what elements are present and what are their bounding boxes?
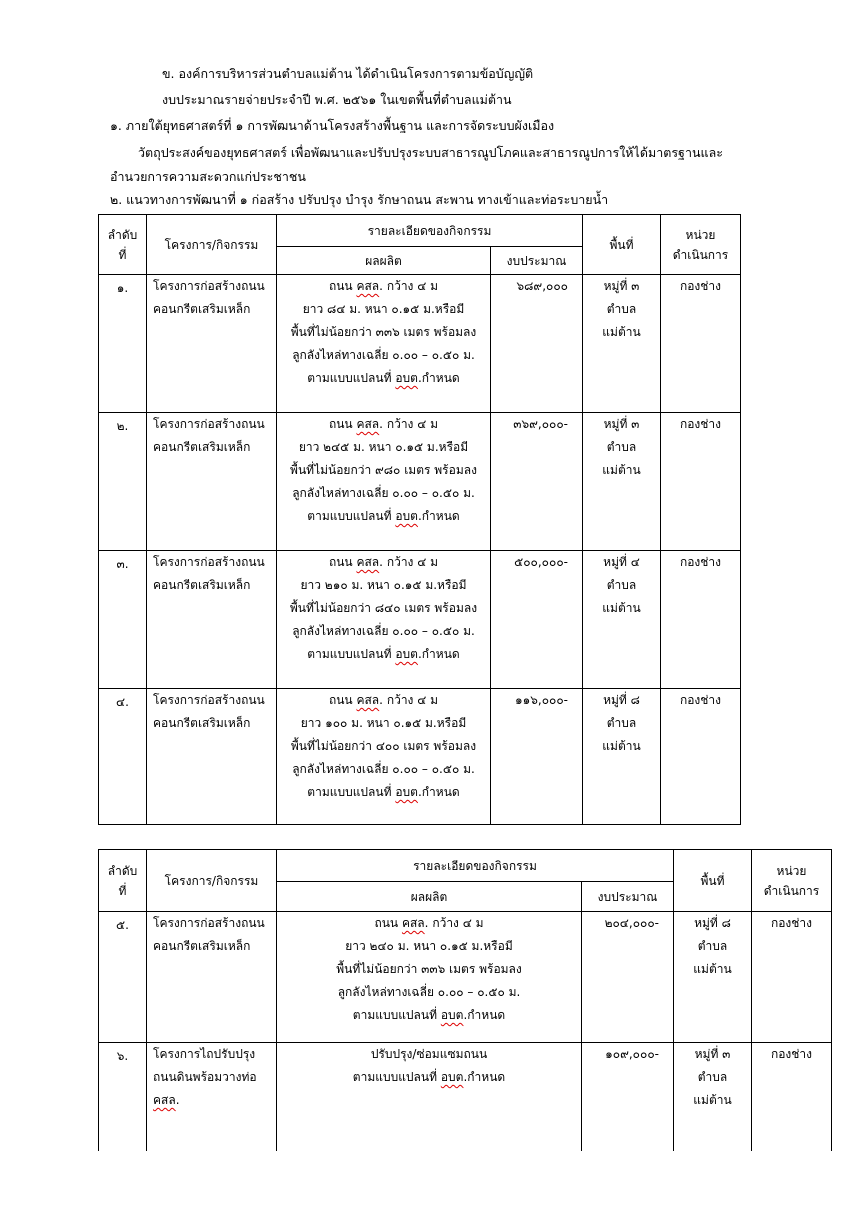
project-area-line: แม่ต้าน: [602, 601, 641, 615]
header-budget: งบประมาณ: [491, 247, 583, 275]
header-details: รายละเอียดของกิจกรรม: [277, 850, 674, 882]
responsible-unit-line: กองช่าง: [679, 417, 722, 431]
project-output-line: พื้นที่ไม่น้อยกว่า ๓๓๖ เมตร พร้อมลง: [336, 962, 522, 976]
project-budget: [491, 551, 583, 689]
project-output-line: ตามแบบแปลนที่ อบต.กำหนด: [307, 785, 460, 799]
project-name: [147, 413, 277, 551]
project-area-line: ตำบล: [606, 302, 637, 316]
project-output-line: พื้นที่ไม่น้อยกว่า ๓๓๖ เมตร พร้อมลง: [290, 325, 477, 339]
project-area-line: หมู่ที่ ๘: [694, 916, 731, 930]
project-budget: [491, 275, 583, 413]
development-guideline: ๒. แนวทางการพัฒนาที่ ๑ ก่อสร้าง ปรับปรุง บำรุง รักษาถนน สะพาน ทางเข้าและท่อระบายน้ำ: [110, 192, 609, 207]
project-name-line: โครงการก่อสร้างถนน: [153, 417, 265, 431]
project-name-line: โครงการก่อสร้างถนน: [153, 555, 265, 569]
row-number: [99, 275, 147, 413]
project-output: [277, 689, 491, 825]
row-number-line: ๒.: [116, 419, 129, 433]
responsible-unit: [752, 1043, 832, 1151]
project-budget-line: ๖๘๙,๐๐๐: [516, 279, 568, 293]
project-area: [583, 413, 661, 551]
project-name-line: โครงการไถปรับปรุง: [153, 1047, 256, 1061]
project-name: [147, 275, 277, 413]
project-output-line: ลูกลังไหล่ทางเฉลี่ย ๐.๐๐ – ๐.๕๐ ม.: [292, 348, 475, 362]
table-row: [99, 1043, 832, 1151]
project-name-line: คอนกรีตเสริมเหล็ก: [153, 578, 251, 592]
project-output-line: ลูกลังไหล่ทางเฉลี่ย ๐.๐๐ – ๐.๕๐ ม.: [292, 624, 475, 638]
table-row: [99, 275, 741, 413]
project-output-line: ลูกลังไหล่ทางเฉลี่ย ๐.๐๐ – ๐.๕๐ ม.: [292, 762, 475, 776]
project-output-line: ยาว ๑๐๐ ม. หนา ๐.๑๕ ม.หรือมี: [300, 716, 467, 730]
project-output-line: ปรับปรุง/ซ่อมแซมถนน: [370, 1047, 488, 1061]
responsible-unit: [752, 912, 832, 1043]
project-name-line: คอนกรีตเสริมเหล็ก: [153, 939, 251, 953]
project-output: [277, 912, 582, 1043]
responsible-unit-line: กองช่าง: [679, 555, 722, 569]
project-area-line: ตำบล: [697, 939, 728, 953]
project-output-line: พื้นที่ไม่น้อยกว่า ๙๘๐ เมตร พร้อมลง: [290, 463, 477, 477]
project-output-line: พื้นที่ไม่น้อยกว่า ๔๐๐ เมตร พร้อมลง: [290, 739, 477, 753]
project-output-line: ยาว ๒๔๕ ม. หนา ๐.๑๕ ม.หรือมี: [298, 440, 469, 454]
project-name-line: โครงการก่อสร้างถนน: [153, 279, 265, 293]
project-budget-line: ๑๑๖,๐๐๐-: [515, 693, 568, 707]
project-output-line: ตามแบบแปลนที่ อบต.กำหนด: [307, 371, 460, 385]
project-name: [147, 912, 277, 1043]
project-area-line: แม่ต้าน: [602, 325, 641, 339]
project-budget: [582, 912, 674, 1043]
responsible-unit-line: กองช่าง: [770, 1047, 813, 1061]
responsible-unit-line: กองช่าง: [770, 916, 813, 930]
row-number: [99, 689, 147, 825]
project-area-line: ตำบล: [697, 1070, 728, 1084]
project-output-line: ตามแบบแปลนที่ อบต.กำหนด: [307, 647, 460, 661]
project-area-line: ตำบล: [606, 578, 637, 592]
project-output-line: ลูกลังไหล่ทางเฉลี่ย ๐.๐๐ – ๐.๕๐ ม.: [292, 486, 475, 500]
project-output-line: ยาว ๘๔ ม. หนา ๐.๑๕ ม.หรือมี: [302, 302, 465, 316]
project-area-line: แม่ต้าน: [693, 962, 732, 976]
project-name-line: ถนนดินพร้อมวางท่อ: [153, 1070, 257, 1084]
project-budget-line: ๕๐๐,๐๐๐-: [514, 555, 568, 569]
project-name-line: คสล.: [153, 1093, 180, 1107]
responsible-unit-line: กองช่าง: [679, 693, 722, 707]
project-name: [147, 551, 277, 689]
intro-line-2: งบประมาณรายจ่ายประจำปี พ.ศ. ๒๕๖๑ ในเขตพื้นที่ตำบลแม่ต้าน: [162, 92, 512, 107]
project-output-line: ยาว ๒๑๐ ม. หนา ๐.๑๕ ม.หรือมี: [300, 578, 467, 592]
project-output: [277, 275, 491, 413]
header-area: พื้นที่: [583, 215, 661, 275]
header-output: ผลผลิต: [277, 247, 491, 275]
project-area-line: หมู่ที่ ๓: [603, 279, 640, 293]
responsible-unit: [661, 689, 741, 825]
responsible-unit: [661, 413, 741, 551]
project-area: [583, 551, 661, 689]
responsible-unit-line: กองช่าง: [679, 279, 722, 293]
strategy-objective-cont: อำนวยการความสะดวกแก่ประชาชน: [110, 169, 306, 184]
project-output-line: ถนน คสล. กว้าง ๔ ม: [328, 279, 439, 293]
header-project: โครงการ/กิจกรรม: [147, 215, 277, 275]
row-number: [99, 912, 147, 1043]
header-output: ผลผลิต: [277, 882, 582, 912]
project-output: [277, 551, 491, 689]
projects-table-2: [98, 849, 832, 1151]
project-output: [277, 1043, 582, 1151]
header-no: ลำดับ ที่: [99, 850, 147, 912]
header-area: พื้นที่: [674, 850, 752, 912]
header-details: รายละเอียดของกิจกรรม: [277, 215, 583, 247]
table-row: [99, 551, 741, 689]
project-budget-line: ๓๖๙,๐๐๐-: [513, 417, 568, 431]
table-row: [99, 912, 832, 1043]
project-output: [277, 413, 491, 551]
project-output-line: ตามแบบแปลนที่ อบต.กำหนด: [307, 509, 460, 523]
intro-line-1: ข. องค์การบริหารส่วนตำบลแม่ต้าน ได้ดำเนินโครงการตามข้อบัญญัติ: [162, 66, 534, 81]
project-name-line: คอนกรีตเสริมเหล็ก: [153, 440, 251, 454]
project-name: [147, 689, 277, 825]
project-output-line: ตามแบบแปลนที่ อบต.กำหนด: [352, 1070, 506, 1084]
row-number-line: ๑.: [116, 281, 129, 295]
table-row: [99, 689, 741, 825]
header-budget: งบประมาณ: [582, 882, 674, 912]
header-unit: หน่วย ดำเนินการ: [752, 850, 832, 912]
row-number-line: ๔.: [116, 695, 129, 709]
project-output-line: ตามแบบแปลนที่ อบต.กำหนด: [352, 1008, 506, 1022]
project-output-line: ถนน คสล. กว้าง ๔ ม: [328, 555, 439, 569]
project-output-line: ถนน คสล. กว้าง ๔ ม: [328, 417, 439, 431]
projects-table-1: [98, 214, 741, 825]
row-number: [99, 413, 147, 551]
project-area: [674, 912, 752, 1043]
project-area-line: ตำบล: [606, 716, 637, 730]
project-budget: [491, 413, 583, 551]
project-name-line: คอนกรีตเสริมเหล็ก: [153, 716, 251, 730]
row-number-line: ๓.: [116, 557, 129, 571]
row-number-line: ๖.: [116, 1049, 129, 1063]
header-project: โครงการ/กิจกรรม: [147, 850, 277, 912]
strategy-heading: ๑. ภายใต้ยุทธศาสตร์ที่ ๑ การพัฒนาด้านโครงสร้างพื้นฐาน และการจัดระบบผังเมือง: [110, 118, 555, 133]
row-number: [99, 551, 147, 689]
project-output-line: ยาว ๒๔๐ ม. หนา ๐.๑๕ ม.หรือมี: [345, 939, 513, 953]
project-output-line: ถนน คสล. กว้าง ๔ ม: [374, 916, 484, 930]
row-number-line: ๕.: [116, 918, 129, 932]
project-name: [147, 1043, 277, 1151]
header-unit: หน่วย ดำเนินการ: [661, 215, 741, 275]
project-name-line: คอนกรีตเสริมเหล็ก: [153, 302, 251, 316]
project-name-line: โครงการก่อสร้างถนน: [153, 693, 265, 707]
project-budget: [582, 1043, 674, 1151]
project-output-line: ถนน คสล. กว้าง ๔ ม: [328, 693, 439, 707]
project-area: [674, 1043, 752, 1151]
project-area-line: แม่ต้าน: [693, 1093, 732, 1107]
header-no: ลำดับ ที่: [99, 215, 147, 275]
project-area-line: แม่ต้าน: [602, 463, 641, 477]
project-area-line: แม่ต้าน: [602, 739, 641, 753]
project-area-line: ตำบล: [606, 440, 637, 454]
project-budget-line: ๒๐๔,๐๐๐-: [604, 916, 659, 930]
project-area: [583, 689, 661, 825]
strategy-objective: วัตถุประสงค์ของยุทธศาสตร์ เพื่อพัฒนาและปรับปรุงระบบสาธารณูปโภคและสาธารณูปการให้ได้มาตรฐานและ: [138, 145, 723, 160]
project-area-line: หมู่ที่ ๔: [603, 555, 640, 569]
project-name-line: โครงการก่อสร้างถนน: [153, 916, 265, 930]
row-number: [99, 1043, 147, 1151]
project-output-line: ลูกลังไหล่ทางเฉลี่ย ๐.๐๐ – ๐.๕๐ ม.: [337, 985, 521, 999]
project-budget-line: ๑๐๙,๐๐๐-: [605, 1047, 659, 1061]
project-area-line: หมู่ที่ ๓: [603, 417, 640, 431]
responsible-unit: [661, 275, 741, 413]
table-row: [99, 413, 741, 551]
project-budget: [491, 689, 583, 825]
project-area-line: หมู่ที่ ๓: [694, 1047, 731, 1061]
project-area-line: หมู่ที่ ๘: [603, 693, 640, 707]
responsible-unit: [661, 551, 741, 689]
project-output-line: พื้นที่ไม่น้อยกว่า ๘๔๐ เมตร พร้อมลง: [289, 601, 478, 615]
project-area: [583, 275, 661, 413]
